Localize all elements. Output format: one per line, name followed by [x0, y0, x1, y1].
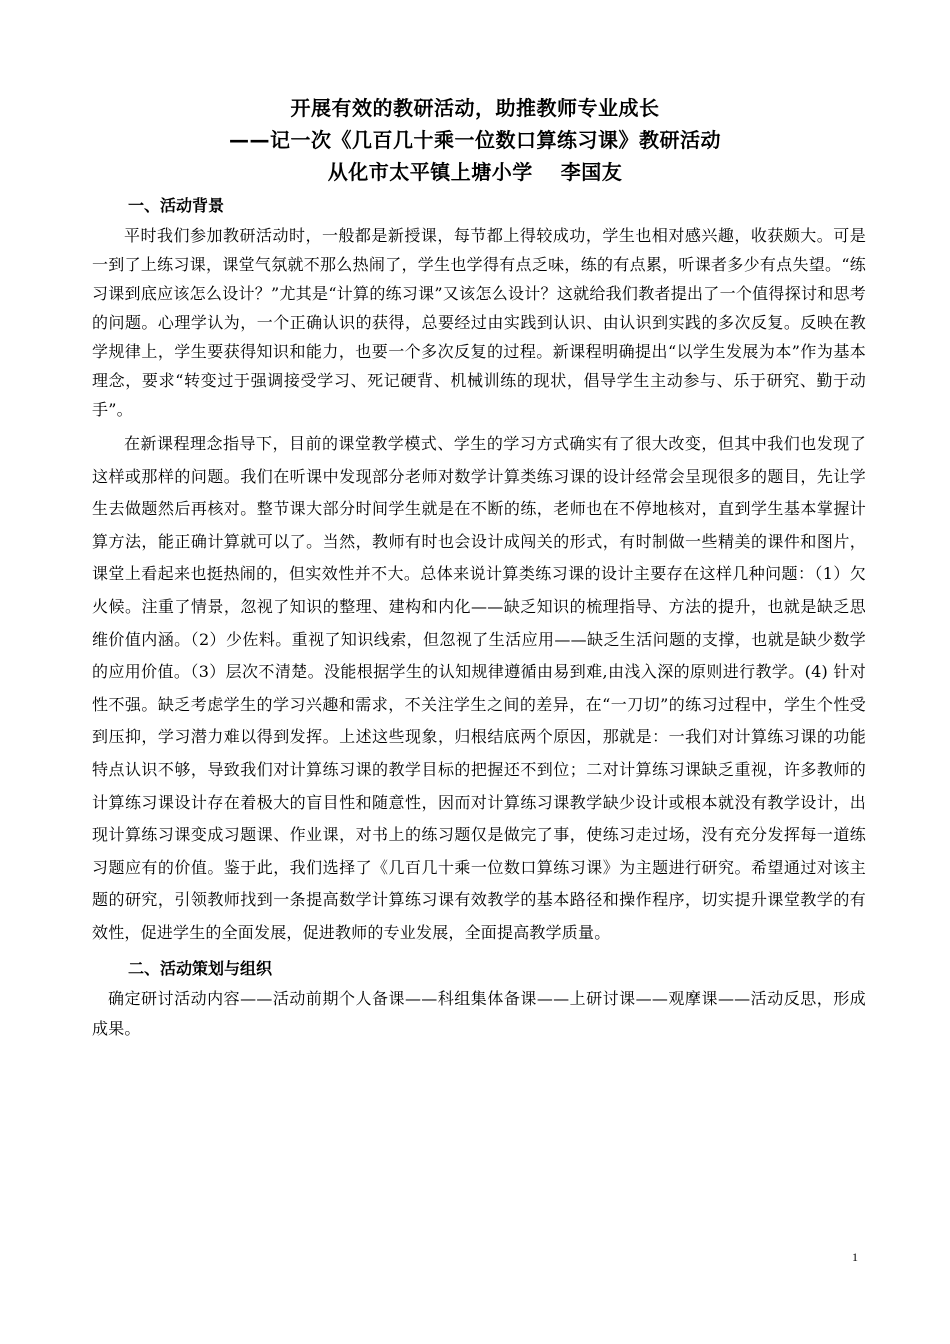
body-paragraph: 在新课程理念指导下，目前的课堂教学模式、学生的学习方式确实有了很大改变，但其中我们也发现了这样或那样的问题。我们在听课中发现部分老师对数学计算类练习课的设计经常会呈现很多的题目，先让学生去做题然后再核对。整节课大部分时间学生就是在不断的练，老师也在不停地核对，直到学生基本掌握计算方法，能正确计算就可以了。当然，教师有时也会设计成闯关的形式，有时制做一些精美的课件和图片，课堂上看起来也挺热闹的，但实效性并不大。总体来说计算类练习课的设计主要存在这样几种问题：（1）欠火候。注重了情景，忽视了知识的整理、建构和内化——缺乏知识的梳理指导、方法的提升，也就是缺乏思维价值内涵。（2）少佐料。重视了知识线索，但忽视了生活应用——缺乏生活问题的支撑，也就是缺少数学的应用价值。（3）层次不清楚。没能根据学生的认知规律遵循由易到难,由浅入深的原则进行教学。(4) 针对性不强。缺乏考虑学生的学习兴趣和需求，不关注学生之间的差异，在“一刀切”的练习过程中，学生个性受到压抑，学习潜力难以得到发挥。上述这些现象，归根结底两个原因，那就是：一我们对计算练习课的功能特点认识不够，导致我们对计算练习课的教学目标的把握还不到位；二对计算练习课缺乏重视，许多教师的计算练习课设计存在着极大的盲目性和随意性，因而对计算练习课教学缺少设计或根本就没有教学设计，出现计算练习课变成习题课、作业课，对书上的练习题仅是做完了事，使练习走过场，没有充分发挥每一道练习题应有的价值。鉴于此，我们选择了《几百几十乘一位数口算练习课》为主题进行研究。希望通过对该主题的研究，引领教师找到一条提高数学计算练习课有效教学的基本路径和操作程序，切实提升课堂教学的有效性，促进学生的全面发展，促进教师的专业发展，全面提高教学质量。	[92, 434, 866, 942]
document-author: 从化市太平镇上塘小学 李国友	[327, 160, 623, 184]
title-block	[0, 92, 950, 188]
page-number: 1	[852, 1250, 858, 1264]
body-paragraph: 确定研讨活动内容——活动前期个人备课——科组集体备课——上研讨课——观摩课——活动反思，形成成果。	[92, 988, 866, 1038]
document-body	[92, 191, 866, 1044]
document-title: 开展有效的教研活动，助推教师专业成长	[290, 96, 660, 120]
document-subtitle: ——记一次《几百几十乘一位数口算练习课》教研活动	[229, 128, 721, 152]
body-paragraph: 平时我们参加教研活动时，一般都是新授课，每节都上得较成功，学生也相对感兴趣，收获颇大。可是一到了上练习课，课堂气氛就不那么热闹了，学生也学得有点乏味，练的有点累，听课者多少有点失望。“练习课到底应该怎么设计？”尤其是“计算的练习课”又该怎么设计？这就给我们教者提出了一个值得探讨和思考的问题。心理学认为，一个正确认识的获得，总要经过由实践到认识、由认识到实践的多次反复。反映在教学规律上，学生要获得知识和能力，也要一个多次反复的过程。新课程明确提出“以学生发展为本”作为基本理念，要求“转变过于强调接受学习、死记硬背、机械训练的现状，倡导学生主动参与、乐于研究、勤于动手”。	[92, 226, 866, 419]
section-heading-background: 一、活动背景	[128, 196, 225, 215]
section-heading-planning: 二、活动策划与组织	[128, 958, 273, 978]
